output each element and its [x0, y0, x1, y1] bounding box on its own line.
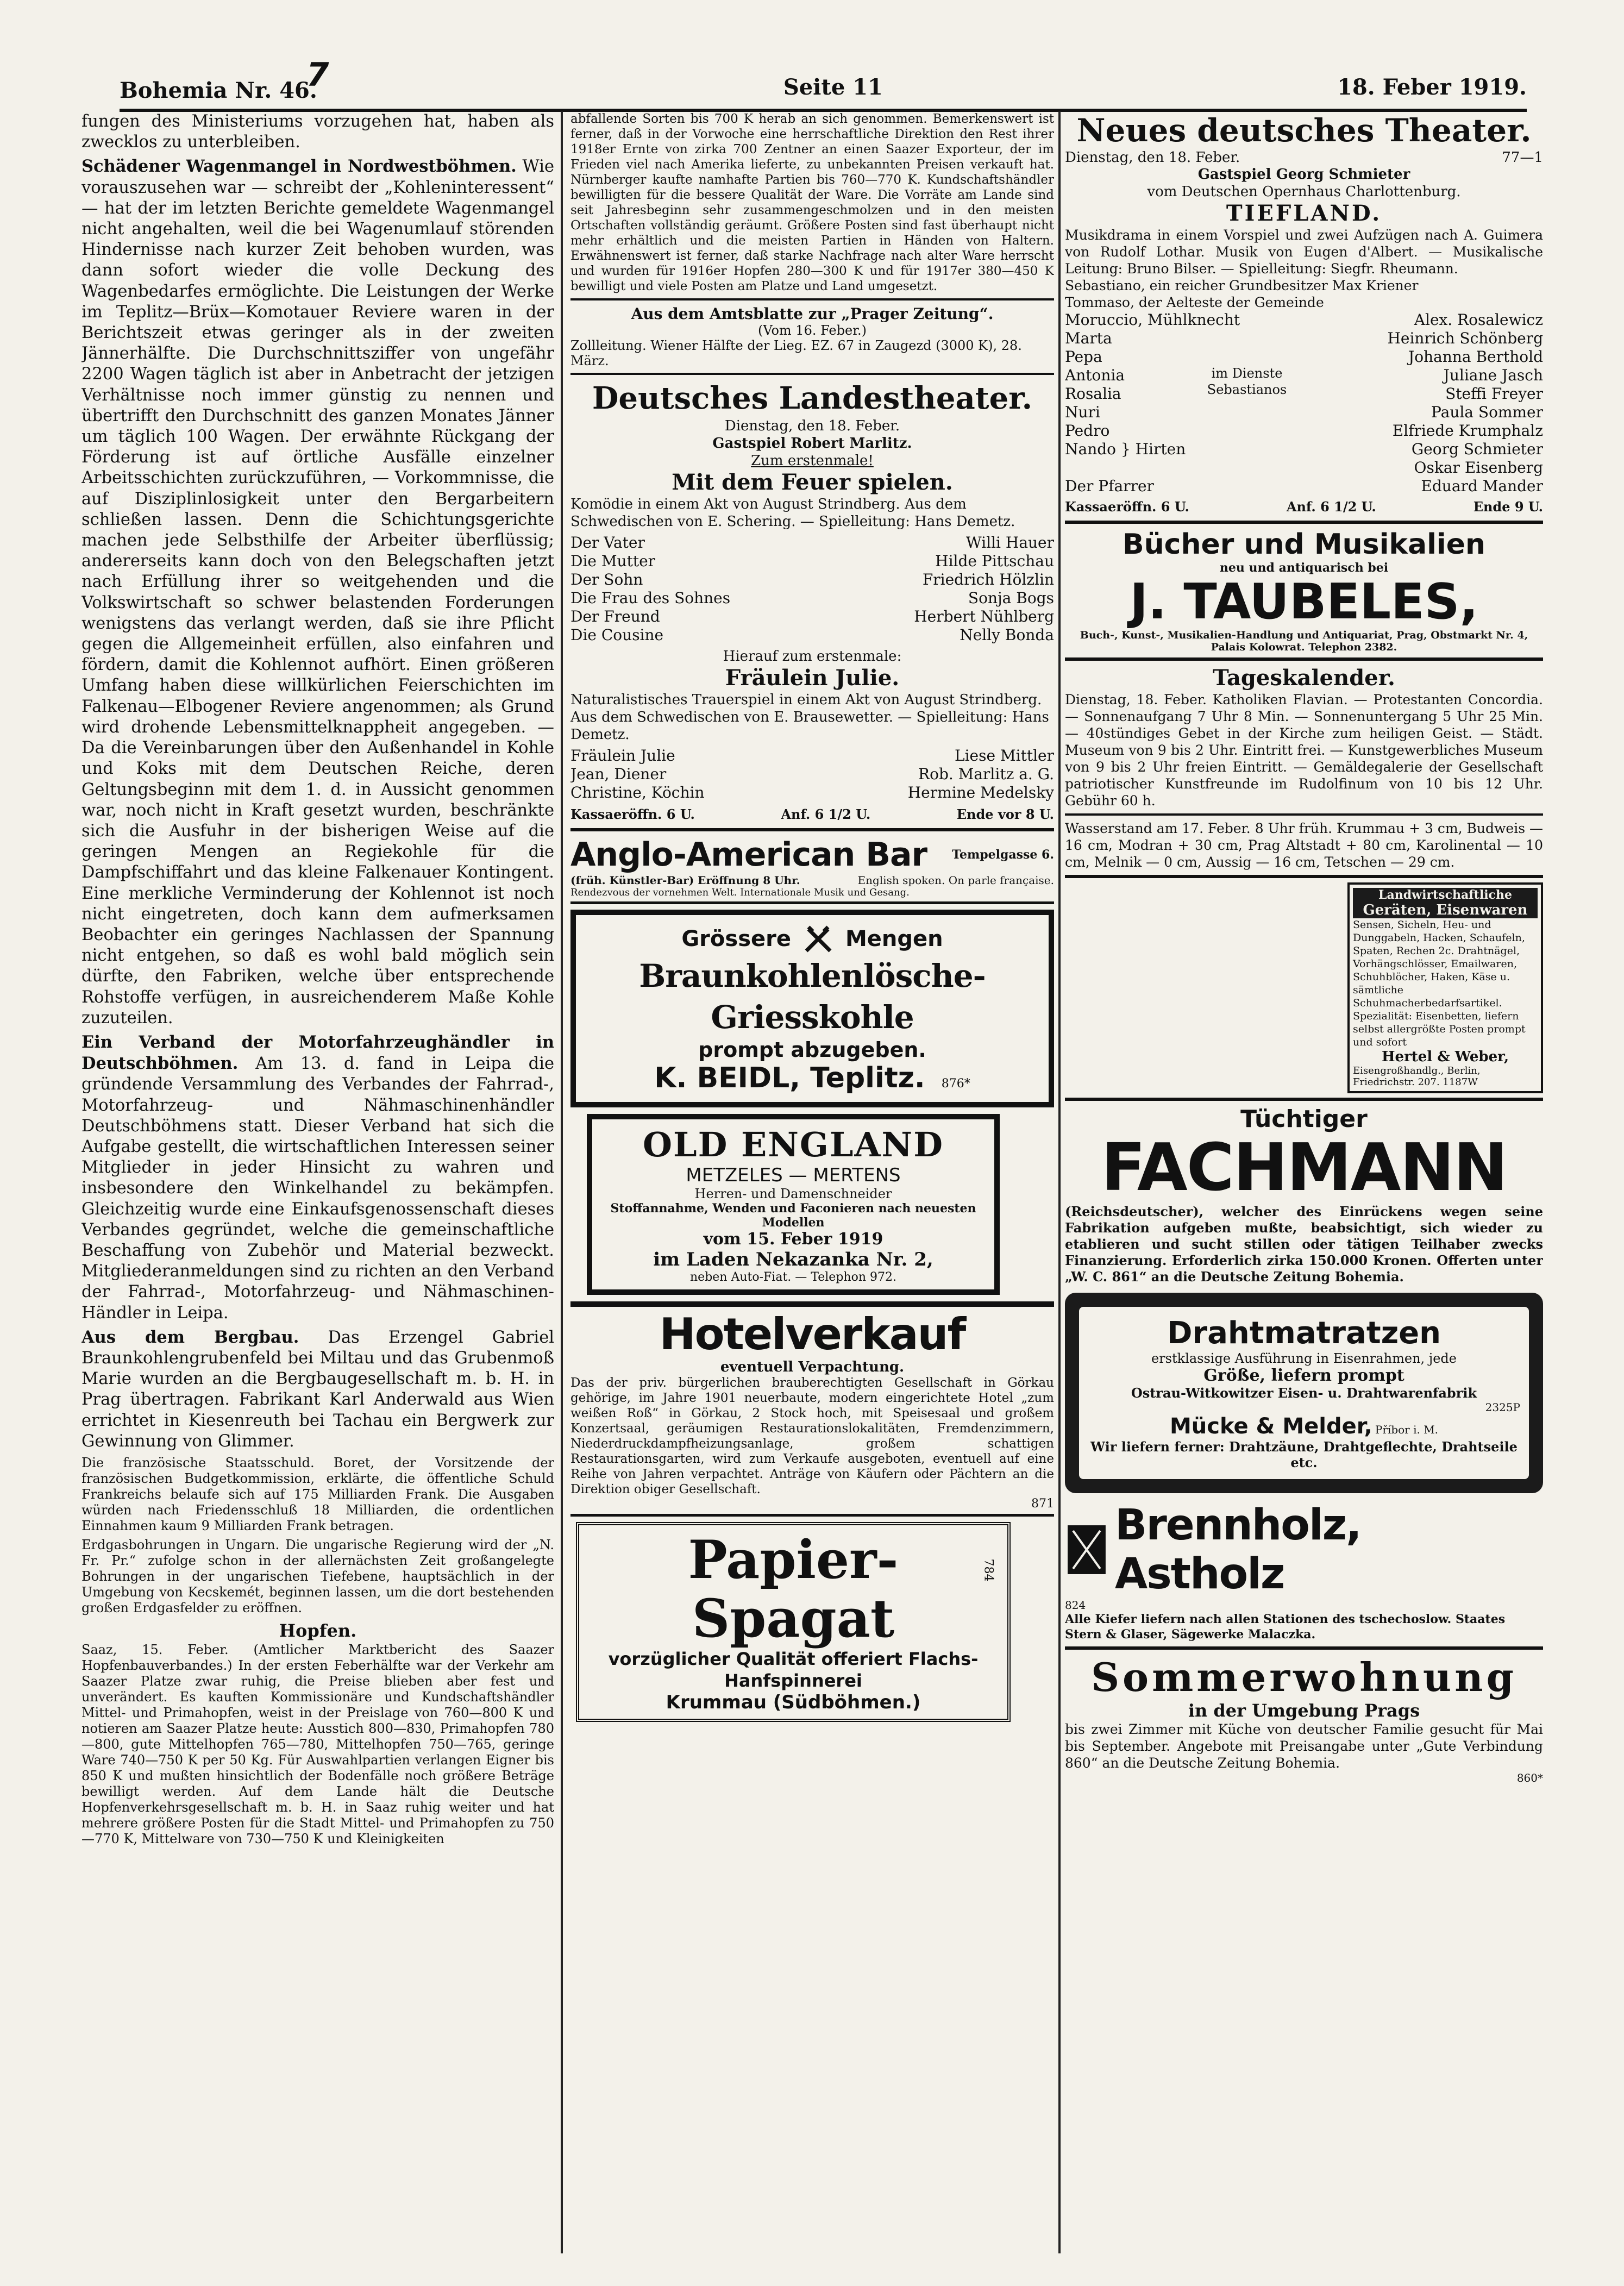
article-continued: fungen des Ministeriums vorzugehen hat, haben als zwecklos zu unterbleiben.	[81, 112, 554, 152]
hotel-title: Hotelverkauf	[659, 1309, 965, 1360]
braun-firm: K. BEIDL, Teplitz.	[654, 1062, 925, 1094]
cast-row: Der Pfarrer Eduard Mander	[1065, 477, 1543, 495]
cast-row: Rosalia Steffi Freyer	[1065, 385, 1543, 403]
tageskalender	[1065, 665, 1543, 870]
divider	[1065, 875, 1543, 878]
section-title-hopfen: Hopfen.	[279, 1620, 357, 1641]
issue-date: 18. Feber 1919.	[1337, 74, 1527, 100]
play-title-1: Mit dem Feuer spielen.	[672, 469, 953, 495]
cast-row: Pedro Elfriede Krumphalz	[1065, 422, 1543, 440]
cast-row: Der Freund Herbert Nühlberg	[570, 607, 1054, 625]
draht-title: Drahtmatratzen	[1167, 1316, 1441, 1351]
england-trade: Herren- und Damenschneider	[694, 1186, 892, 1201]
divider	[1065, 1098, 1543, 1101]
article-hopfen: Saaz, 15. Feber. (Amtlicher Marktbericht des Saazer Hopfenbauverbandes.) In der ersten Feberhälfte war der Verkehr am Saazer Platze zwar ruhig, die Preise blieben aber fest und unverändert. Es kauften Kommissionäre und Kundschaftshändler Mittel- und Primahopfen, weist in der Preislage von 760—800 K und notieren am Saazer Platze heute: Ausstich 800—830, Primahopfen 780—800, gute Mittelhopfen 765—780, Mittelhopfen 750—765, geringe Ware 740—750 K per 50 Kg. Für Auswahlpartien verlangen Eigner bis 850 K und mußten hinsichtlich der Bodenfälle noch größere Beträge bewilligt werden. Auf dem Lande hält die Deutsche Hopfenverkehrsgesellschaft m. b. H. in Saaz ruhig weiter und hat mehrere größere Posten für die Stadt Mittel- und Primahopfen zu 750—770 K, Mittelware von 730—750 K und Kleinigkeiten	[81, 1642, 554, 1846]
play-desc-1: Komödie in einem Akt von August Strindberg. Aus dem Schwedischen von E. Schering. — Spielleitung: Hans Demetz.	[570, 496, 1015, 530]
braun-title: Braunkohlenlösche-Griesskohle	[639, 957, 986, 1036]
cast-row: Marta Heinrich Schönberg	[1065, 329, 1543, 347]
draht-firm: Mücke & Melder,	[1169, 1414, 1372, 1439]
divider	[1065, 657, 1543, 661]
buch-title: Bücher und Musikalien	[1122, 528, 1486, 561]
england-from: vom 15. Feber 1919	[703, 1230, 883, 1249]
hotel-num: 871	[1031, 1497, 1054, 1511]
cast-row: Die Frau des Sohnes Sonja Bogs	[570, 589, 1054, 607]
article-erdgas: Erdgasbohrungen in Ungarn. Die ungarische Regierung wird der „N. Fr. Pr.“ zufolge schon in der allernächsten Zeit großangelegte Bohrungen in der ungarischen Tiefebene, hauptsächlich in der Umgebung von Kecskemét, beginnen lassen, um die dort bestehenden großen Erdgasfelder zu eröffnen.	[81, 1537, 554, 1615]
neues-code: 77—1	[1502, 149, 1543, 166]
divider	[570, 828, 1054, 831]
land-title: Landwirtschaftliche	[1353, 888, 1538, 902]
neues-cast	[1065, 311, 1543, 496]
sommer-text: bis zwei Zimmer mit Küche von deutscher Familie gesucht für Mai bis September. Angebote mit Preisangabe unter „Gute Verbindung 860“ an die Deutsche Zeitung Bohemia.	[1065, 1721, 1543, 1771]
papier-spagat-ad	[576, 1522, 1011, 1722]
landestheater-title: Deutsches Landestheater.	[592, 380, 1033, 416]
cast-row: Der Vater Willi Hauer	[570, 534, 1054, 552]
handwritten-mark: 7	[306, 56, 329, 94]
drahtmatratzen-ad	[1065, 1293, 1543, 1493]
papier-line2: Spagat	[692, 1588, 895, 1649]
braunkohle-ad	[570, 910, 1054, 1107]
brenn-text: Alle Kiefer liefern nach allen Stationen des tschechoslow. Staates Stern & Glaser, Sägewerke Malaczka.	[1065, 1612, 1506, 1642]
cast-list-2	[570, 747, 1054, 802]
play-title-2: Fräulein Julie.	[725, 665, 900, 691]
fach-text: (Reichsdeutscher), welcher des Einrückens wegen seine Fabrikation aufgeben mußte, beabsichtigt, sich wieder zu etablieren und sucht stillen oder tätigen Teilhaber zwecks Finanzierung. Erforderlich zirka 150.000 Kronen. Offerten unter „W. C. 861“ an die Deutsche Zeitung Bohemia.	[1065, 1204, 1543, 1285]
landestheater-date: Dienstag, den 18. Feber.	[724, 418, 900, 434]
neues-from: vom Deutschen Opernhaus Charlottenburg.	[1147, 184, 1461, 200]
hotel-text: Das der priv. bürgerlichen brauberechtigten Gesellschaft in Görkau gehörige, im Jahre 1901 neuerbaute, modern eingerichtete Hotel „zum weißen Roß“ in Görkau, 2 Stock hoch, mit Speisesaal und großem Konzertsaal, geräumigen Restaurationslokalitäten, Fremdenzimmern, Niederdruckdampfheizungsanlage, großem schattigen Restaurationsgarten, wird zum Verkaufe ausgeboten, eventuell auf eine Reihe von Jahren verpachtet. Anträge von Käufern oder Pächtern an die Direktion obiger Gesellschaft.	[570, 1376, 1054, 1496]
article-hopfen-continued: abfallende Sorten bis 700 K herab an sich genommen. Bemerkenswert ist ferner, daß in der Vorwoche eine herrschaftliche Direktion den Rest ihrer 1918er Ernte von zirka 700 Zentner an einen Saazer Exporteur, der im Frieden viel nach Amerika lieferte, zu unbekannten Preisen verkauft hat. Nürnberger kaufte namhafte Partien bis 760—770 K. Kundschaftshändler bewilligten für die bessere Qualität der Ware. Die Vorräte am Lande sind seit Jahresbeginn sehr zusammengeschmolzen und in den meisten Ortschaften vollständig geräumt. Größere Posten sind fast überhaupt nicht mehr erhältlich und die meisten Partien in Händen von Haltern. Erwähnenswert ist ferner, daß starke Nachfrage nach alter Ware herrscht und wurden für 1916er Hopfen 280—300 K und für 1917er 380—450 K bewilligt und viele Posten am Platze und Land umgesetzt.	[570, 112, 1054, 293]
papier-line3: vorzüglicher Qualität offeriert Flachs-Hanfspinnerei	[608, 1649, 979, 1691]
logs-icon	[1065, 1520, 1108, 1580]
brenn-num: 824	[1065, 1599, 1086, 1612]
papier-line1: Papier-	[688, 1529, 899, 1590]
braun-line1b: Mengen	[845, 926, 943, 951]
neues-play: TIEFLAND.	[1226, 201, 1382, 226]
landestheater-guest: Gastspiel Robert Marlitz.	[712, 435, 912, 452]
draht-l4: Wir liefern ferner: Drahtzäune, Drahtgeflechte, Drahtseile etc.	[1090, 1439, 1518, 1470]
divider	[570, 373, 1054, 375]
crossed-hammers-icon	[802, 923, 835, 955]
land-addr: Eisengroßhandlg., Berlin, Friedrichstr. 207. 1187W	[1353, 1065, 1481, 1088]
neues-desc: Musikdrama in einem Vorspiel und zwei Aufzügen nach A. Guimera von Rudolf Lothar. Musik von Eugen d'Albert. — Musikalische Leitung: Bruno Bilser. — Spielleitung: Siegfr. Rheumann.	[1065, 227, 1543, 277]
land-firm: Hertel & Weber,	[1381, 1049, 1509, 1065]
draht-code: 2325P	[1485, 1401, 1520, 1414]
article-bergbau: Aus dem Bergbau. Das Erzengel Gabriel Braunkohlengrubenfeld bei Miltau und das Grubenmoß Marie wurden an die Bergbaugesellschaft m. b. H. in Prag übertragen. Fabrikant Karl Anderwald aus Wien errichtet in Kiesenreuth bei Tachau ein Bergwerk zur Gewinnung von Glimmer.	[81, 1327, 554, 1451]
column-1	[81, 111, 554, 2253]
cast-row: Die Cousine Nelly Bonda	[570, 626, 1054, 644]
neues-line: Sebastiano, ein reicher Grundbesitzer Max Kriener	[1065, 278, 1419, 293]
fach-title: FACHMANN	[1101, 1130, 1507, 1206]
sommer-title: Sommerwohnung	[1091, 1654, 1517, 1700]
divider	[570, 298, 1054, 300]
article-heading: Ein Verband der Motorfahrzeughändler in Deutschböhmen.	[81, 1032, 554, 1074]
buch-firm: J. TAUBELES,	[1130, 573, 1478, 630]
buch-sub: neu und antiquarisch bei	[1219, 561, 1389, 575]
paper-issue: Bohemia Nr. 46.7	[120, 56, 329, 103]
anglo-american-bar-ad	[570, 836, 1054, 904]
cast-row: Nando } Hirten Georg Schmieter	[1065, 440, 1543, 458]
anglo-address: Tempelgasse 6.	[952, 848, 1054, 862]
amtsblatt-date: (Vom 16. Feber.)	[757, 323, 867, 338]
braun-sub: prompt abzugeben.	[698, 1038, 926, 1062]
england-title: OLD ENGLAND	[643, 1125, 944, 1164]
draht-l1: erstklassige Ausführung in Eisenrahmen, jede	[1151, 1351, 1457, 1366]
article-staatsschuld: Die französische Staatsschuld. Boret, der Vorsitzende der französischen Budgetkommission, erklärte, die öffentliche Schuld Frankreichs belaufe sich auf 175 Milliarden Frank. Die Ausgaben würden nach Friedensschluß 18 Milliarden, die ordentlichen Einnahmen kaum 9 Milliarden Frank betragen.	[81, 1455, 554, 1533]
papier-num: 784	[981, 1558, 995, 1582]
cast-row: Christine, Köchin Hermine Medelsky	[570, 784, 1054, 801]
anglo-lang: English spoken. On parle française.	[857, 874, 1054, 887]
theater-times: Kassaeröffn. 6 U. Anf. 6 1/2 U. Ende 9 U.	[1065, 499, 1543, 515]
amtsblatt-notice	[570, 305, 1054, 368]
anglo-tag: Rendezvous der vornehmen Welt. Internationale Musik und Gesang.	[570, 887, 910, 898]
column-2	[570, 111, 1054, 2253]
hotel-ad	[570, 1301, 1054, 1517]
neues-theater-program	[1065, 111, 1543, 516]
cast-note: im Dienste Sebastianos	[1207, 366, 1287, 397]
anglo-sub: (früh. Künstler-Bar) Eröffnung 8 Uhr.	[570, 874, 800, 887]
tages-title: Tageskalender.	[1213, 665, 1395, 691]
cast-row: Die Mutter Hilde Pittschau	[570, 552, 1054, 570]
then-label: Hierauf zum erstenmale:	[723, 648, 902, 665]
cast-row: Moruccio, Mühlknecht Alex. Rosalewicz	[1065, 311, 1543, 329]
neues-date: Dienstag, den 18. Feber.	[1065, 149, 1240, 166]
play-desc-2: Naturalistisches Trauerspiel in einem Akt von August Strindberg. Aus dem Schwedischen von E. Brausewetter. — Spielleitung: Hans Demetz.	[570, 692, 1049, 743]
anglo-title: Anglo-American Bar	[570, 836, 927, 874]
tages-text: Dienstag, 18. Feber. Katholiken Flavian. — Protestanten Concordia. — Sonnenaufgang 7 Uhr 8 Min. — Sonnenuntergang 5 Uhr 25 Min. — 40stündiges Gebet in der Kirche zum heiligen Geist. — Städt. Museum von 9 bis 2 Uhr. Eintritt frei. — Kunstgewerbliches Museum von 9 bis 2 Uhr freien Eintritt. — Gemäldegalerie der Gesellschaft patriotischer Kunstfreunde im Rudolfinum von 10 bis 12 Uhr. Gebühr 60 h.	[1065, 692, 1543, 809]
article-motorfahrzeug: Ein Verband der Motorfahrzeughändler in Deutschböhmen. Am 13. d. fand in Leipa die gründende Versammlung des Verbandes der Fahrrad-, Motorfahrzeug- und Nähmaschinenhändler Deutschböhmens statt. Dieser Verband hat sich die Aufgabe gestellt, die wirtschaftlichen Interessen seiner Mitglieder in jeder Hinsicht zu wahren und insbesondere den Winkelhandel zu bekämpfen. Gleichzeitig wurde eine Einkaufsgenossenschaft dieses Verbandes gegründet, welche die gemeinschaftliche Beschaffung von Zubehör und Material bezweckt. Mitgliederanmeldungen sind zu richten an den Verband der Fahrrad-, Motorfahrzeug- und Nähmaschinen-Händler in Leipa.	[81, 1032, 554, 1323]
page-number: Seite 11	[783, 74, 883, 100]
papier-line4: Krummau (Südböhmen.)	[666, 1692, 921, 1713]
england-tel: neben Auto-Fiat. — Telephon 972.	[690, 1270, 896, 1284]
cast-row: Nuri Paula Sommer	[1065, 403, 1543, 421]
landestheater-first: Zum erstenmale!	[751, 453, 874, 469]
landestheater-program	[570, 379, 1054, 824]
hertel-weber-ad	[1347, 882, 1543, 1093]
theater-times: Kassaeröffn. 6 U. Anf. 6 1/2 U. Ende vor 8 U.	[570, 806, 1054, 822]
brenn-title: Brennholz, Astholz	[1114, 1501, 1361, 1599]
divider	[1065, 521, 1543, 524]
neues-guest: Gastspiel Georg Schmieter	[1197, 166, 1410, 183]
neues-title: Neues deutsches Theater.	[1076, 112, 1532, 149]
article-heading: Aus dem Bergbau.	[81, 1327, 299, 1347]
braun-line1: Grössere	[681, 926, 791, 951]
divider	[1065, 1646, 1543, 1650]
cast-row: Der Sohn Friedrich Hölzlin	[570, 571, 1054, 588]
england-where: im Laden Nekazanka Nr. 2,	[653, 1249, 933, 1270]
neues-line2: Tommaso, der Aelteste der Gemeinde	[1065, 295, 1324, 310]
hotel-sub: eventuell Verpachtung.	[720, 1359, 905, 1375]
sommerwohnung-ad	[1065, 1654, 1543, 1784]
land-text: Sensen, Sicheln, Heu- und Dunggabeln, Hacken, Schaufeln, Spaten, Rechen 2c. Drahtnägel, Vorhängschlösser, Emailwaren, Schuhblöcher, Haken, Käse u. sämtliche Schuhmacherbedarfsartikel. Spezialität: Eisenbetten, liefern selbst allergrößte Posten prompt und sofort	[1353, 919, 1526, 1048]
cast-row: Fräulein Julie Liese Mittler	[570, 747, 1054, 765]
column-rule	[561, 111, 563, 2253]
land-title2: Geräten, Eisenwaren	[1353, 902, 1538, 918]
cast-row: Oskar Eisenberg	[1414, 459, 1543, 477]
draht-firm2: Příbor i. M.	[1375, 1423, 1439, 1436]
sommer-sub: in der Umgebung Prags	[1188, 1700, 1420, 1721]
brennholz-ad	[1065, 1501, 1543, 1642]
draht-l2: Größe, liefern prompt	[1203, 1366, 1404, 1385]
england-names: METZELES — MERTENS	[686, 1164, 901, 1186]
taubeles-ad	[1065, 528, 1543, 653]
column-rule	[1058, 111, 1061, 2253]
amtsblatt-title: Aus dem Amtsblatte zur „Prager Zeitung“.	[631, 305, 994, 323]
cast-row: Pepa Johanna Berthold	[1065, 348, 1543, 366]
amtsblatt-text: Zollleitung. Wiener Hälfte der Lieg. EZ. 67 in Zaugezd (3000 K), 28. März.	[570, 338, 1022, 368]
page-header	[120, 56, 1527, 112]
sommer-num: 860*	[1516, 1771, 1543, 1784]
column-3	[1065, 111, 1543, 2253]
fachmann-ad	[1065, 1105, 1543, 1285]
article-wagenmangel: Schädener Wagenmangel in Nordwestböhmen. Wie vorauszusehen war — schreibt der „Kohleninteressent“ — hat der im letzten Berichte gemeldete Wagenmangel nicht angehalten, weil die bei Wagenumlauf störenden Hindernisse nach kurzer Zeit behoben wurden, was dann sofort wieder die volle Deckung des Wagenbedarfes ermöglichte. Die Leistungen der Werke im Teplitz—Brüx—Komotauer Reviere waren in der Berichtszeit etwas geringer als in der zweiten Jännerhälfte. Die Durchschnittsziffer von ungefähr 2200 Wagen täglich ist aber in Anbetracht der jetzigen Verhältnisse noch immer günstig zu nennen und übertrifft den Durchschnitt des ganzen Monates Jänner um täglich 100 Wagen. Der erwähnte Rückgang der Förderung ist auf örtliche Ausfälle einzelner Arbeitsschichten zurückzuführen, — Vorkommnisse, die auf Disziplinlosigkeit unter den Bergarbeitern schließen lassen. Denn die Schichtungsgerichte machen jede Selbsthilfe der Arbeiter überflüssig; andererseits kann doch von den Belegschaften jetzt nach Erfüllung ihrer so weitgehenden und die Volkswirtschaft so schwer belastenden Forderungen wenigstens das verlangt werden, daß sie ihre Pflicht gegen die Allgemeinheit erfüllen, also einfahren und fördern, damit die Kohlennot aufhört. Einen größeren Umfang haben diese willkürlichen Feierschichten im Falkenau—Elbogener Reviere angenommen; als Grund wird drohende Lebensmittelknappheit angegeben. — Da die Vereinbarungen über den Außenhandel in Kohle und Koks mit dem Deutschen Reiche, deren Geltungsbeginn mit dem 1. d. in Aussicht genommen war, noch nicht in Kraft gesetzt wurden, beschränkte sich die Ausfuhr in der bisherigen Weise auf die geringen Mengen an Regiekohle für die Dampfschiffahrt und das kleine Falkenauer Kontingent. Eine merkliche Verminderung der Kohlennot ist noch nicht eingetreten, doch kann dem aufmerksamen Beobachter ein geringes Nachlassen der Spannung nicht entgehen, so daß es wohl bald möglich sein dürfte, den Fabriken, welche über entsprechende Rohstoffe verfügen, in ausreichenderem Maße Kohle zuzuteilen.	[81, 156, 554, 1028]
wasser-text: Wasserstand am 17. Feber. 8 Uhr früh. Krummau + 3 cm, Budweis — 16 cm, Modran + 30 cm, Prag Altstadt + 80 cm, Karolinental — 10 cm, Melnik — 0 cm, Aussig — 16 cm, Tetschen — 29 cm.	[1065, 821, 1543, 870]
old-england-ad	[587, 1114, 1000, 1295]
cast-list-1	[570, 534, 1054, 644]
cast-row: Antonia Juliane Jasch	[1065, 366, 1543, 384]
cast-row: Jean, Diener Rob. Marlitz a. G.	[570, 765, 1054, 783]
england-text: Stoffannahme, Wenden und Faconieren nach neuesten Modellen	[610, 1201, 976, 1230]
buch-desc: Buch-, Kunst-, Musikalien-Handlung und Antiquariat, Prag, Obstmarkt Nr. 4, Palais Kolowrat. Telephon 2382.	[1080, 629, 1528, 653]
divider	[1065, 813, 1543, 816]
fach-head: Tüchtiger	[1240, 1105, 1368, 1133]
draht-l3: Ostrau-Witkowitzer Eisen- u. Drahtwarenfabrik	[1131, 1385, 1477, 1401]
article-heading: Schädener Wagenmangel in Nordwestböhmen.	[81, 156, 517, 177]
braun-num: 876*	[941, 1077, 970, 1091]
